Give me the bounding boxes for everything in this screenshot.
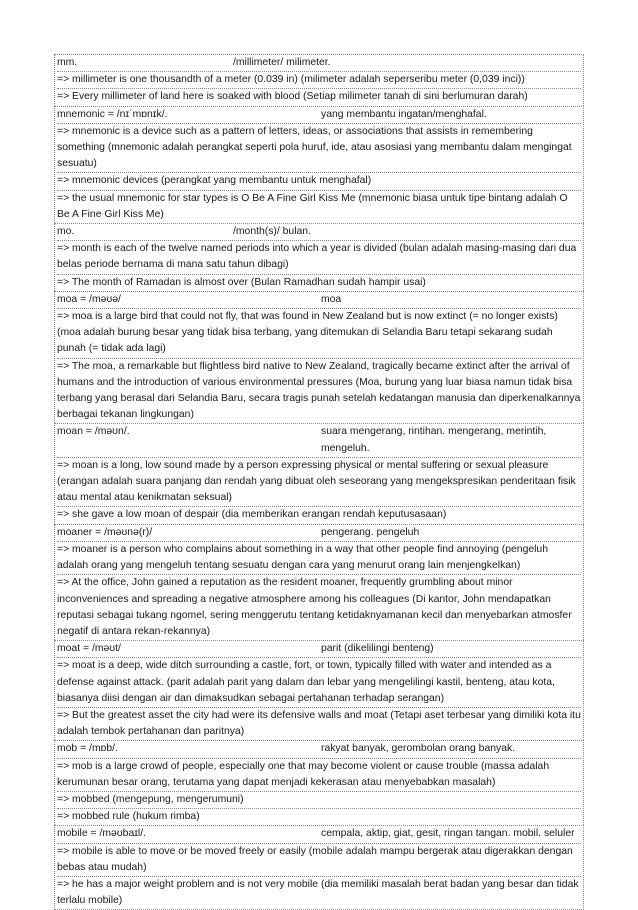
entry-line: => moat is a deep, wide ditch surrounding a castle, fort, or town, typically filled with water and intended as a defense against attack. (parit adalah parit yang dalam dan lebar yang mengelilingi kastil, benteng, atau kota, biasanya diisi dengan air dan dimaksudkan sebagai pertahanan terhadap serangan) — [57, 658, 581, 708]
entry-gloss: /millimeter/ milimeter. — [233, 57, 331, 68]
entry-head — [57, 224, 581, 241]
entry-term: mm. — [57, 57, 78, 68]
entry-head — [57, 641, 581, 658]
entry-line: => mnemonic devices (perangkat yang membantu untuk menghafal) — [57, 173, 581, 190]
entry-head — [57, 107, 581, 124]
entry-gloss: yang membantu ingatan/menghafal. — [321, 108, 487, 120]
entry-line: => he has a major weight problem and is not very mobile (dia memiliki masalah berat badan yang besar dan tidak terlalu mobile) — [57, 878, 579, 907]
entry-mob — [54, 740, 584, 825]
entry-line: => moaner is a person who complains about something in a way that other people find annoying (pengeluh adalah orang yang mengeluh tentang sesuatu dengan cara yang menurut orang lain menjengkelkan) — [57, 542, 581, 575]
entry-line: => the usual mnemonic for star types is O Be A Fine Girl Kiss Me (mnemonic biasa untuk tipe bintang adalah O Be A Fine Girl Kiss Me) — [57, 192, 568, 220]
entry-term: moan = /məʊn/. — [57, 426, 130, 438]
entry-term: moaner = /məʊnə(r)/ — [57, 526, 153, 538]
entry-line: => month is each of the twelve named periods into which a year is divided (bulan adalah masing-masing dari dua belas periode bernama di mana satu tahun dibagi) — [57, 241, 581, 274]
entry-gloss: cempala, aktip, giat, gesit, ringan tangan. mobil. seluler — [321, 828, 575, 840]
entry-line: => mnemonic is a device such as a pattern of letters, ideas, or associations that assists in remembering something (mnemonic adalah perangkat seperti pola huruf, ide, atau asosiasi yang membantu dalam mengingat sesuatu) — [57, 124, 581, 174]
entry-mo — [54, 223, 584, 291]
entry-gloss: suara mengerang, rintihan. mengerang, merintih, mengeluh. — [321, 426, 547, 454]
entry-line: => mobbed (mengepung, mengerumuni) — [57, 792, 581, 809]
entry-term: moat = /məʊt/ — [57, 643, 121, 655]
entry-mobile — [54, 825, 584, 910]
entry-moaner — [54, 524, 584, 640]
entry-moan — [54, 423, 584, 523]
entry-term: mnemonic = /nɪˈmɒnɪk/. — [57, 108, 168, 120]
entry-moat — [54, 640, 584, 740]
entry-line: => moa is a large bird that could not fly, that was found in New Zealand but is now extinct (= no longer exists) (moa adalah burung besar yang tidak bisa terbang, yang ditemukan di Selandia Baru tetapi sekarang sudah punah (= tidak ada lagi) — [57, 309, 581, 359]
entry-head — [57, 424, 581, 457]
entry-mm — [54, 54, 584, 106]
entry-gloss: parit (dikelilingi benteng) — [321, 643, 434, 655]
entry-gloss: moa — [321, 293, 342, 305]
dictionary-sheet — [54, 54, 584, 910]
entry-gloss: rakyat banyak, gerombolan orang banyak. — [321, 743, 516, 755]
entry-gloss: /month(s)/ bulan. — [233, 226, 311, 238]
entry-line: => But the greatest asset the city had were its defensive walls and moat (Tetapi aset terbesar yang dimiliki kota itu adalah tembok pertahanan dan paritnya) — [57, 709, 581, 738]
entry-line: => millimeter is one thousandth of a meter (0.039 in) (milimeter adalah seperseribu meter (0,039 inci)) — [57, 72, 581, 89]
entry-term: mob = /mɒb/. — [57, 743, 118, 755]
entry-term: mo. — [57, 226, 75, 238]
entry-line: => The moa, a remarkable but flightless bird native to New Zealand, tragically became extinct after the arrival of humans and the introduction of various environmental pressures (Moa, burung yang luar biasa namun tidak bisa terbang yang berasal dari Selandia Baru, secara tragis punah setelah kedatangan manusia dan diperkenalkannya berbagai tekanan lingkungan) — [57, 360, 581, 421]
entry-line: => The month of Ramadan is almost over (Bulan Ramadhan sudah hampir usai) — [57, 276, 426, 288]
entry-line: => moan is a long, low sound made by a person expressing physical or mental suffering or sexual pleasure (erangan adalah suara panjang dan rendah yang dibuat oleh seseorang yang mengekspresikan penderitaan fisik atau mental atau kenikmatan seksual) — [57, 458, 581, 508]
entry-line: => Every millimeter of land here is soaked with blood (Setiap milimeter tanah di sini berlumuran darah) — [57, 91, 528, 103]
entry-head — [57, 292, 581, 309]
entry-line: => mobile is able to move or be moved freely or easily (mobile adalah mampu bergerak atau digerakkan dengan bebas atau mudah) — [57, 844, 581, 877]
entry-head — [57, 741, 581, 758]
entry-line: => mob is a large crowd of people, especially one that may become violent or cause trouble (massa adalah kerumunan besar orang, terutama yang dapat menjadi kekerasan atau menyebabkan masalah) — [57, 759, 581, 792]
entry-line: => At the office, John gained a reputation as the resident moaner, frequently grumbling about minor inconveniences and spreading a negative atmosphere among his colleagues (Di kantor, John mendapatkan reputasi sebagai tukang ngomel, sering menggerutu tentang ketidaknyamanan kecil dan menyebarkan atmosfer negatif di antara rekan-rekannya) — [57, 577, 572, 637]
entry-term: moa = /məʊə/ — [57, 293, 121, 305]
entry-moa — [54, 291, 584, 424]
entry-head — [57, 525, 581, 542]
entry-term: mobile = /məʊbaɪl/. — [57, 828, 147, 840]
entry-head — [57, 826, 581, 843]
entry-line: => mobbed rule (hukum rimba) — [57, 811, 200, 823]
entry-gloss: pengerang. pengeluh — [321, 526, 420, 538]
entry-mnemonic — [54, 106, 584, 223]
entry-head — [57, 55, 581, 72]
entry-line: => she gave a low moan of despair (dia memberikan erangan rendah keputusasaan) — [57, 509, 447, 521]
